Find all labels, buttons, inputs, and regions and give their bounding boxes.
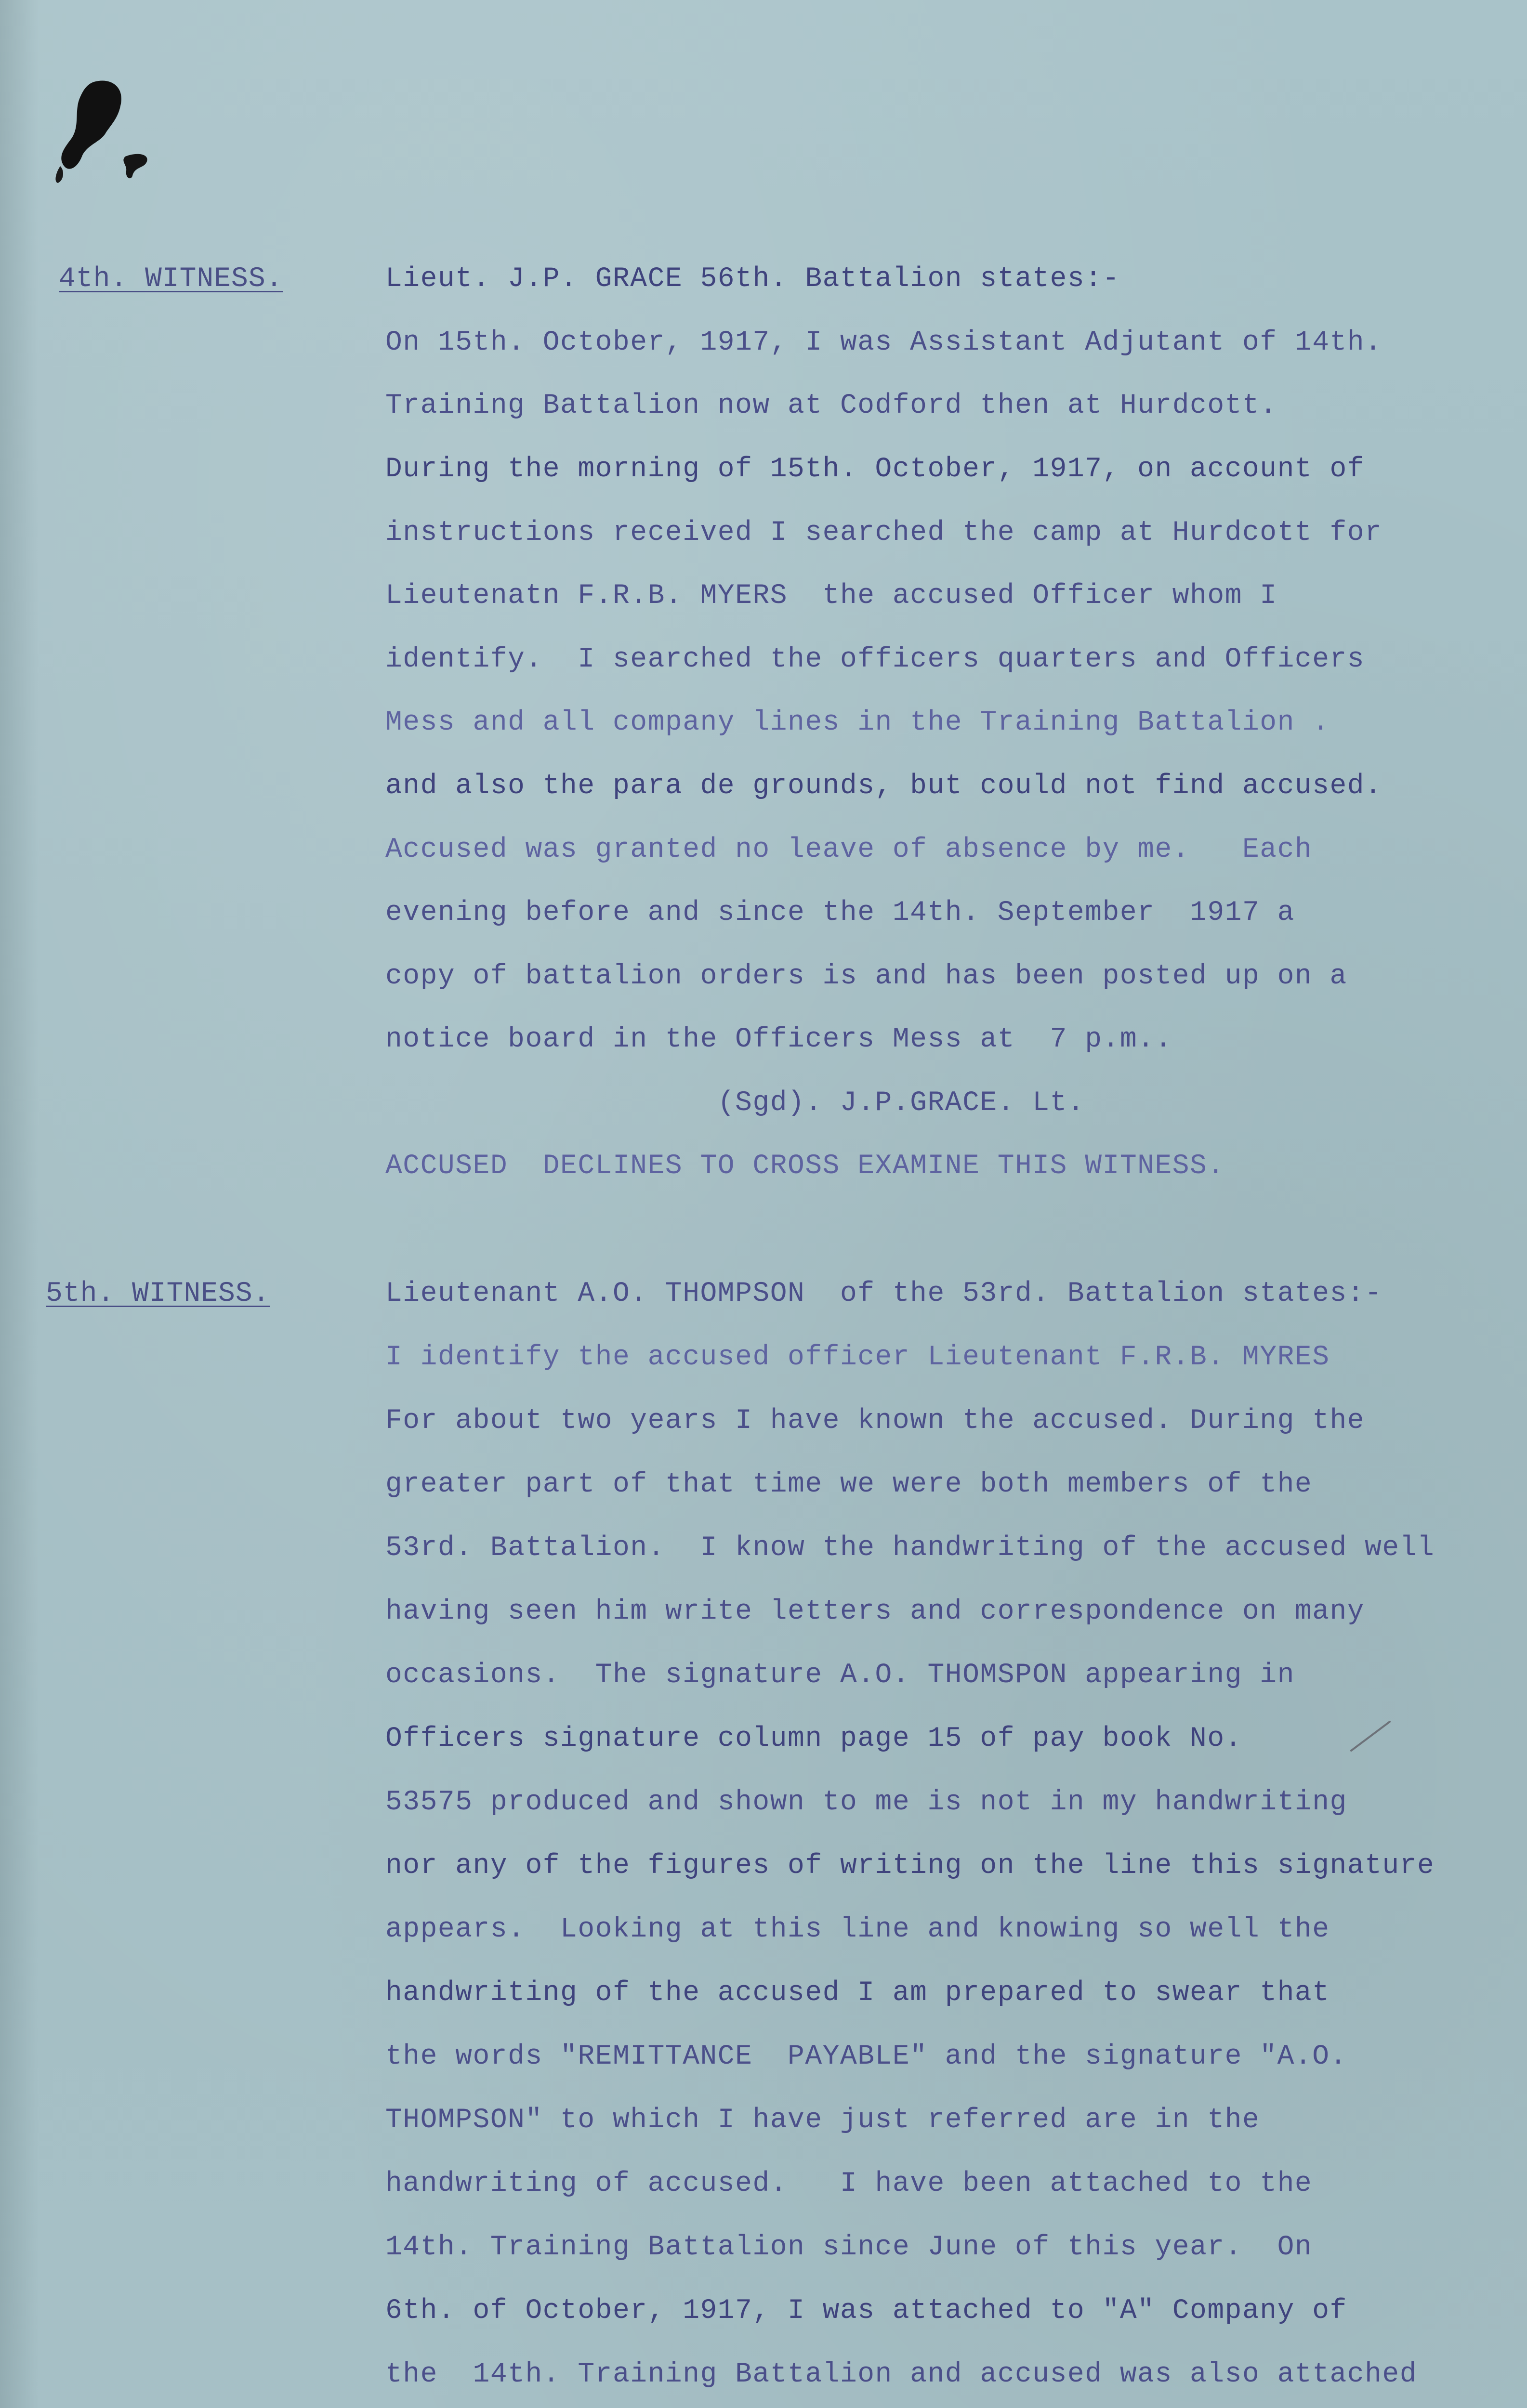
section-2-line-7: occasions. The signature A.O. THOMSPON appearing in (385, 1660, 1295, 1691)
section-2-line-13: the words "REMITTANCE PAYABLE" and the signature "A.O. (385, 2041, 1347, 2072)
ink-blot-mark (53, 72, 159, 197)
section-2-line-1: Lieutenant A.O. THOMPSON of the 53rd. Battalion states:- (385, 1278, 1382, 1309)
section-2-line-3: For about two years I have known the accused. During the (385, 1405, 1365, 1437)
section-2-line-17: 6th. of October, 1917, I was attached to "A" Company of (385, 2295, 1347, 2327)
section-1-line-10: Accused was granted no leave of absence by me. Each (385, 834, 1313, 865)
section-2-line-9: 53575 produced and shown to me is not in my handwriting (385, 1787, 1347, 1818)
section-1-line-5: instructions received I searched the camp at Hurdcott for (385, 517, 1382, 549)
section-2-line-14: THOMPSON" to which I have just referred are in the (385, 2105, 1260, 2136)
section-2-line-16: 14th. Training Battalion since June of this year. On (385, 2232, 1313, 2263)
pen-stroke-mark (1349, 1719, 1392, 1753)
witness-label-4th: 4th. WITNESS. (59, 263, 283, 295)
section-2-line-4: greater part of that time we were both members of the (385, 1469, 1313, 1500)
section-1-line-8: Mess and all company lines in the Training Battalion . (385, 707, 1330, 738)
section-2-line-12: handwriting of the accused I am prepared to swear that (385, 1977, 1330, 2009)
section-2-line-8: Officers signature column page 15 of pay book No. (385, 1723, 1242, 1754)
witness-label-5th: 5th. WITNESS. (46, 1278, 270, 1309)
section-1-line-12: copy of battalion orders is and has been posted up on a (385, 961, 1347, 992)
section-1-line-11: evening before and since the 14th. September 1917 a (385, 897, 1295, 929)
section-1-cross-examine-note: ACCUSED DECLINES TO CROSS EXAMINE THIS WITNESS. (385, 1151, 1225, 1182)
section-1-line-7: identify. I searched the officers quarters and Officers (385, 644, 1365, 675)
section-2-line-6: having seen him write letters and correspondence on many (385, 1596, 1365, 1627)
section-1-signature-line: (Sgd). J.P.GRACE. Lt. (385, 1087, 1085, 1119)
section-1-line-9: and also the para de grounds, but could not find accused. (385, 771, 1382, 802)
page-edge-shadow (0, 0, 39, 2408)
section-1-line-2: On 15th. October, 1917, I was Assistant Adjutant of 14th. (385, 327, 1382, 358)
section-2-line-2: I identify the accused officer Lieutenant F.R.B. MYRES (385, 1342, 1330, 1373)
section-1-line-13: notice board in the Officers Mess at 7 p.m.. (385, 1024, 1172, 1055)
section-2-line-11: appears. Looking at this line and knowing so well the (385, 1914, 1330, 1945)
section-1-line-6: Lieutenatn F.R.B. MYERS the accused Officer whom I (385, 580, 1277, 612)
section-1-line-3: Training Battalion now at Codford then at Hurdcott. (385, 390, 1277, 421)
section-2-line-10: nor any of the figures of writing on the line this signature (385, 1850, 1435, 1882)
section-2-line-5: 53rd. Battalion. I know the handwriting of the accused well (385, 1532, 1435, 1564)
section-2-line-18: the 14th. Training Battalion and accused was also attached (385, 2359, 1418, 2390)
section-1-line-4: During the morning of 15th. October, 1917, on account of (385, 454, 1365, 485)
section-1-line-1: Lieut. J.P. GRACE 56th. Battalion states:- (385, 263, 1120, 295)
section-2-line-15: handwriting of accused. I have been attached to the (385, 2168, 1313, 2199)
